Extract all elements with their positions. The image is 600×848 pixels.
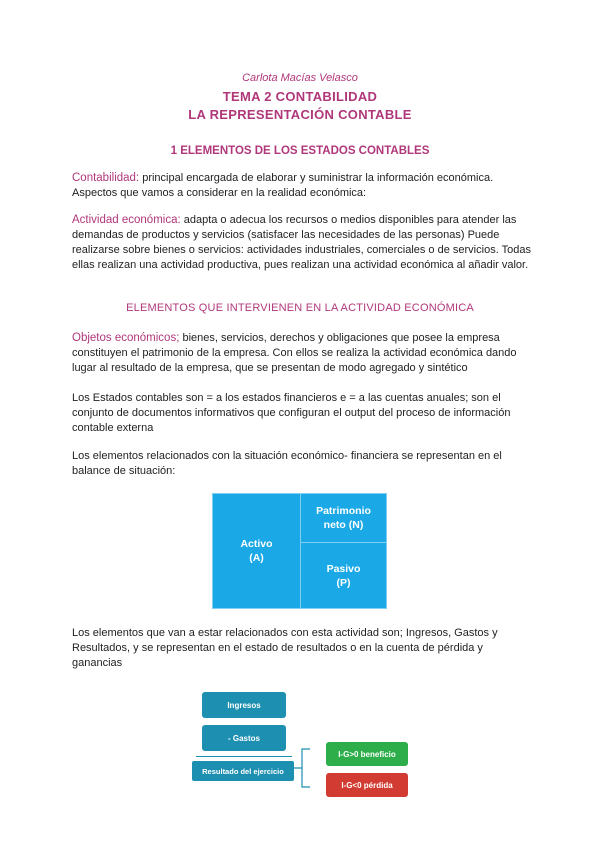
term-actividad: Actividad económica: — [72, 214, 181, 226]
document-subtitle: LA REPRESENTACIÓN CONTABLE — [188, 107, 412, 122]
paragraph-resultados-intro: Los elementos que van a estar relacionados con esta actividad son; Ingresos, Gastos y Resultados, y se representan en el estado de resultados o en la cuenta de pérdida y ganancias — [72, 627, 498, 669]
paragraph-actividad — [72, 213, 532, 273]
beneficio-box: I-G>0 beneficio — [326, 742, 408, 766]
document-title: TEMA 2 CONTABILIDAD — [222, 89, 378, 104]
term-objetos: Objetos económicos; — [72, 332, 180, 344]
text-actividad: adapta o adecua los recursos o medios disponibles para atender las demandas de productos y servicios (satisfacer las necesidades de las personas) Puede realizarse sobre bienes o servicios: actividades industriales, comerciales o de servicios. Todas ellas realizan una actividad productiva, pues realizan una actividad económica al añadir valor. — [72, 214, 531, 271]
activo-label: Activo — [240, 538, 273, 550]
balance-pasivo-box — [300, 542, 387, 609]
section-heading-intervienen: ELEMENTOS QUE INTERVIENEN EN LA ACTIVIDAD ECONÓMICA — [126, 302, 474, 314]
balance-patrimonio-box — [300, 493, 387, 543]
patrimonio-label: Patrimonio — [316, 505, 371, 517]
resultado-box: Resultado del ejercicio — [192, 761, 294, 781]
section-heading-elementos: 1 ELEMENTOS DE LOS ESTADOS CONTABLES — [170, 145, 430, 157]
balance-activo-box — [212, 493, 301, 609]
activo-abbr: (A) — [249, 552, 264, 564]
text-contabilidad: principal encargada de elaborar y suministrar la información económica. Aspectos que vamos a considerar en la realidad económica: — [72, 172, 494, 199]
author-name: Carlota Macías Velasco — [242, 72, 358, 84]
text-objetos: bienes, servicios, derechos y obligaciones que posee la empresa constituyen el patrimonio de la empresa. Con ellos se realiza la actividad económica dando lugar al resultado de la empresa, que se presentan de modo agregado y sintético — [72, 332, 517, 374]
term-contabilidad: Contabilidad: — [72, 172, 140, 184]
paragraph-estados: Los Estados contables son = a los estados financieros e = a las cuentas anuales; son el conjunto de documentos informativos que configuran el output del proceso de información contable externa — [72, 392, 511, 434]
patrimonio-sub: neto (N) — [323, 519, 364, 531]
paragraph-balance-intro: Los elementos relacionados con la situación económico- financiera se representan en el balance de situación: — [72, 450, 502, 477]
sum-divider-line — [196, 756, 292, 757]
bracket-connector — [292, 745, 328, 791]
paragraph-objetos — [72, 331, 532, 376]
pasivo-label: Pasivo — [326, 562, 361, 575]
ingresos-box: Ingresos — [202, 692, 286, 718]
pasivo-abbr: (P) — [336, 576, 351, 589]
paragraph-contabilidad — [72, 171, 532, 201]
gastos-box: - Gastos — [202, 725, 286, 751]
perdida-box: I-G<0 pérdida — [326, 773, 408, 797]
